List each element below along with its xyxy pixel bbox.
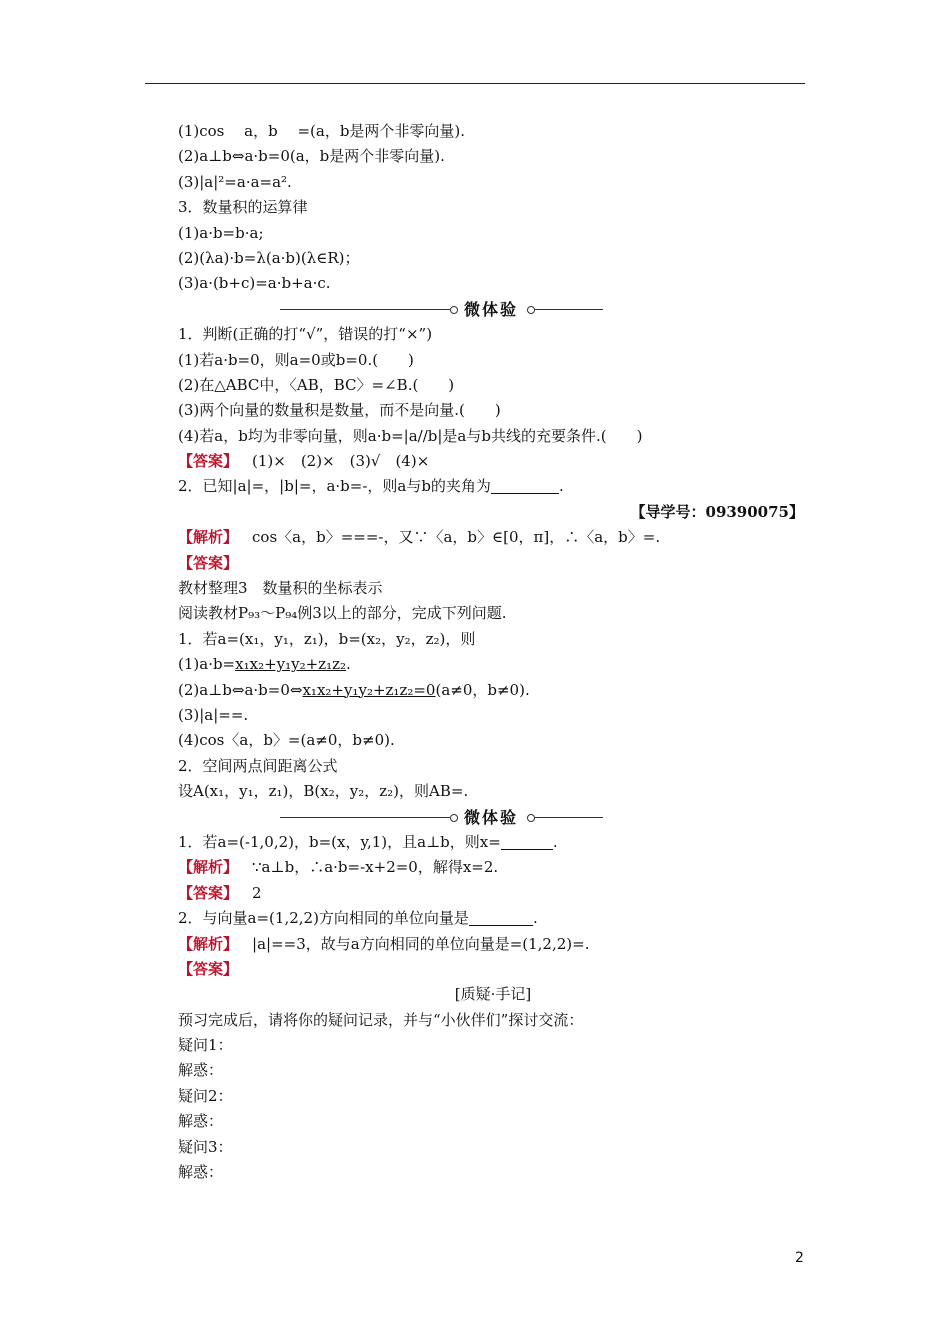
weitiyan-divider [178,297,808,322]
answer-text: (1)× (2)× (3)√ (4)× [252,452,430,471]
text-line [178,652,808,677]
answer-line [178,551,808,576]
section-heading: 教材整理3 数量积的坐标表示 [178,579,383,598]
text-line: 1．若a=(x₁，y₁，z₁)，b=(x₂，y₂，z₂)，则 [178,629,476,648]
text-line: (2)a⊥b⇔a·b=0(a，b是两个非零向量). [178,147,445,166]
question-item: (4)若a，b均为非零向量，则a·b=|a//b|是a与b共线的充要条件.( ) [178,426,643,445]
divider-rule [280,309,450,310]
analysis-tag: 【解析】 [178,858,239,877]
section-heading: 3．数量积的运算律 [178,198,308,217]
question-text: . [552,832,558,851]
solve-label: 解惑： [178,1112,224,1131]
solve-label: 解惑： [178,1163,224,1182]
answer-tag: 【答案】 [178,553,239,572]
answer-line [178,957,808,982]
text-line: (3)|a|==. [178,705,249,724]
analysis-tag: 【解析】 [178,528,239,547]
question-text: . [558,477,564,496]
notes-title: [质疑·手记] [454,985,532,1004]
doubt-label: 疑问1： [178,1036,233,1055]
weitiyan-title: 微体验 [464,807,519,827]
weitiyan-title: 微体验 [464,299,519,319]
answer-line [178,449,808,474]
formula-text: (2)a⊥b⇔a·b=0⇔ [178,680,303,699]
question-text: 2．与向量a=(1,2,2)方向相同的单位向量是 [178,909,469,928]
question [178,906,808,931]
formula-text: (a≠0，b≠0). [435,680,530,699]
question [178,830,808,855]
question-text: 1．若a=(-1,0,2)，b=(x，y,1)，且a⊥b，则x= [178,832,501,851]
guide-number: 【导学号：09390075】 [630,502,804,521]
doubt-label: 疑问3： [178,1137,233,1156]
question-item: (3)两个向量的数量积是数量，而不是向量.( ) [178,401,501,420]
divider-rule [535,817,603,818]
analysis-tag: 【解析】 [178,934,239,953]
formula-fill: x₁x₂+y₁y₂+z₁z₂ [235,655,347,674]
question [178,474,808,499]
answer-blank [491,477,559,494]
divider-dot [527,814,535,822]
answer-tag: 【答案】 [178,883,239,902]
question-item: (2)在△ABC中，〈AB，BC〉=∠B.( ) [178,375,455,394]
analysis-text: |a|==3，故与a方向相同的单位向量是=(1,2,2)=. [252,934,590,953]
question-item: (1)若a·b=0，则a=0或b=0.( ) [178,350,414,369]
text-line: (4)cos〈a，b〉=(a≠0，b≠0). [178,731,395,750]
text-line: (1)a·b=b·a; [178,223,264,242]
solve-label: 解惑： [178,1061,224,1080]
text-line: (2)(λa)·b=λ(a·b)(λ∈R)； [178,248,360,267]
question-text: 2．已知|a|=，|b|=，a·b=-，则a与b的夹角为 [178,477,491,496]
text-line: 2．空间两点间距离公式 [178,756,338,775]
answer-tag: 【答案】 [178,452,239,471]
answer-tag: 【答案】 [178,959,239,978]
question: 1．判断(正确的打“√”，错误的打“×”) [178,325,433,344]
answer-blank [501,833,553,850]
text-line [178,678,808,703]
answer-line [178,881,808,906]
divider-rule [535,309,603,310]
analysis-line [178,855,808,880]
text-line: (3)|a|²=a·a=a². [178,172,292,191]
divider-dot [527,306,535,314]
formula-text: . [346,655,351,674]
question-text: . [532,909,538,928]
text-line: 阅读教材P₉₃～P₉₄例3以上的部分，完成下列问题. [178,604,507,623]
formula-text: (1)a·b= [178,655,236,674]
analysis-line [178,932,808,957]
divider-dot [450,306,458,314]
analysis-line [178,525,808,550]
answer-text: 2 [252,883,262,902]
text-line: (1)cos a，b =(a，b是两个非零向量). [178,122,466,140]
analysis-text: cos〈a，b〉===-，又∵〈a，b〉∈[0，π]，∴〈a，b〉=. [252,528,661,547]
page-content [178,119,808,1185]
text-line: 设A(x₁，y₁，z₁)，B(x₂，y₂，z₂)，则AB=. [178,782,469,801]
text-line: (3)a·(b+c)=a·b+a·c. [178,274,331,293]
weitiyan-divider [178,805,808,830]
analysis-text: ∵a⊥b，∴a·b=-x+2=0，解得x=2. [252,858,499,877]
page-number: 2 [795,1250,804,1266]
notes-intro: 预习完成后，请将你的疑问记录，并与“小伙伴们”探讨交流： [178,1010,584,1029]
formula-fill: x₁x₂+y₁y₂+z₁z₂=0 [302,680,436,699]
divider-rule [280,817,450,818]
answer-blank [469,909,533,926]
divider-dot [450,814,458,822]
doubt-label: 疑问2： [178,1086,233,1105]
header-rule [145,83,805,84]
